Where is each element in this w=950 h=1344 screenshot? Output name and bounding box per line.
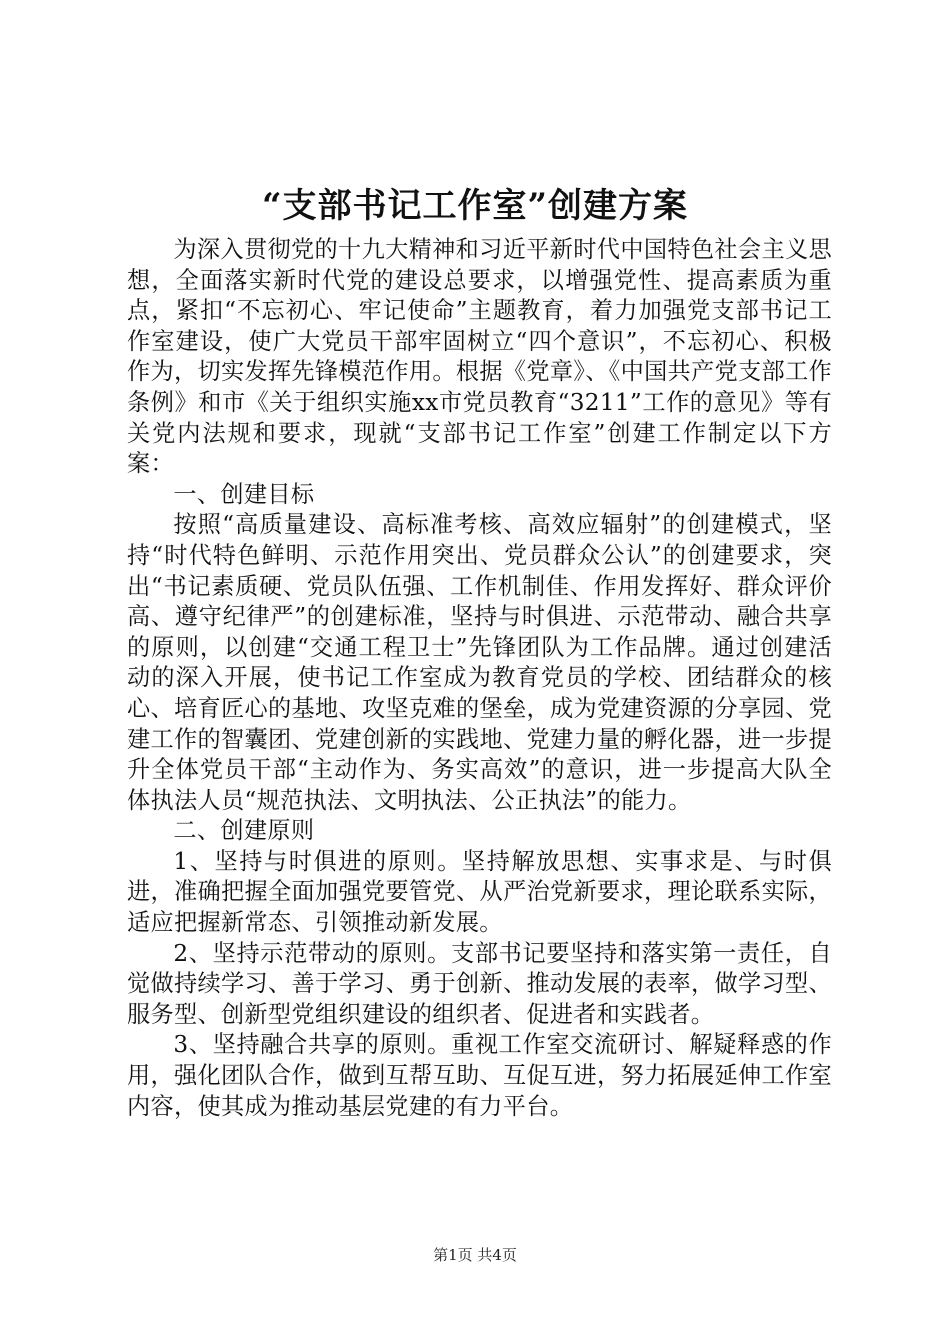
section-heading-goals: 一、创建目标 xyxy=(173,480,315,508)
section-heading-principles: 二、创建原则 xyxy=(173,817,315,845)
document-title: “支部书记工作室”创建方案 xyxy=(261,186,689,226)
intro-paragraph: 为深入贯彻党的十九大精神和习近平新时代中国特色社会主义思想，全面落实新时代党的建设总要求，以增强党性、提高素质为重点，紧扣“不忘初心、牢记使命”主题教育，着力加强党支部书记工作室建设，使广大党员干部牢固树立“四个意识”，不忘初心、积极作为，切实发挥先锋模范作用。根据《党章》、《中国共产党支部工作条例》和市《关于组织实施xx市党员教育“3211”工作的意见》等有关党内法规和要求，现就“支部书记工作室”创建工作制定以下方案： xyxy=(127,236,832,478)
principle-paragraph-3: 3、坚持融合共享的原则。重视工作室交流研讨、解疑释惑的作用，强化团队合作，做到互帮互助、互促互进，努力拓展延伸工作室内容，使其成为推动基层党建的有力平台。 xyxy=(127,1031,832,1120)
goals-paragraph: 按照“高质量建设、高标准考核、高效应辐射”的创建模式，坚持“时代特色鲜明、示范作用突出、党员群众公认”的创建要求，突出“书记素质硬、党员队伍强、工作机制佳、作用发挥好、群众评价高、遵守纪律严”的创建标准，坚持与时俱进、示范带动、融合共享的原则，以创建“交通工程卫士”先锋团队为工作品牌。通过创建活动的深入开展，使书记工作室成为教育党员的学校、团结群众的核心、培育匠心的基地、攻坚克难的堡垒，成为党建资源的分享园、党建工作的智囊团、党建创新的实践地、党建力量的孵化器，进一步提升全体党员干部“主动作为、务实高效”的意识，进一步提高大队全体执法人员“规范执法、文明执法、公正执法”的能力。 xyxy=(127,511,832,814)
principle-paragraph-1: 1、坚持与时俱进的原则。坚持解放思想、实事求是、与时俱进，准确把握全面加强党要管党、从严治党新要求，理论联系实际，适应把握新常态、引领推动新发展。 xyxy=(127,847,832,937)
document-body xyxy=(127,235,832,1122)
page-footer: 第1页 共4页 xyxy=(433,1246,517,1264)
principle-paragraph-2: 2、坚持示范带动的原则。支部书记要坚持和落实第一责任，自觉做持续学习、善于学习、勇于创新、推动发展的表率，做学习型、服务型、创新型党组织建设的组织者、促进者和实践者。 xyxy=(127,939,832,1028)
